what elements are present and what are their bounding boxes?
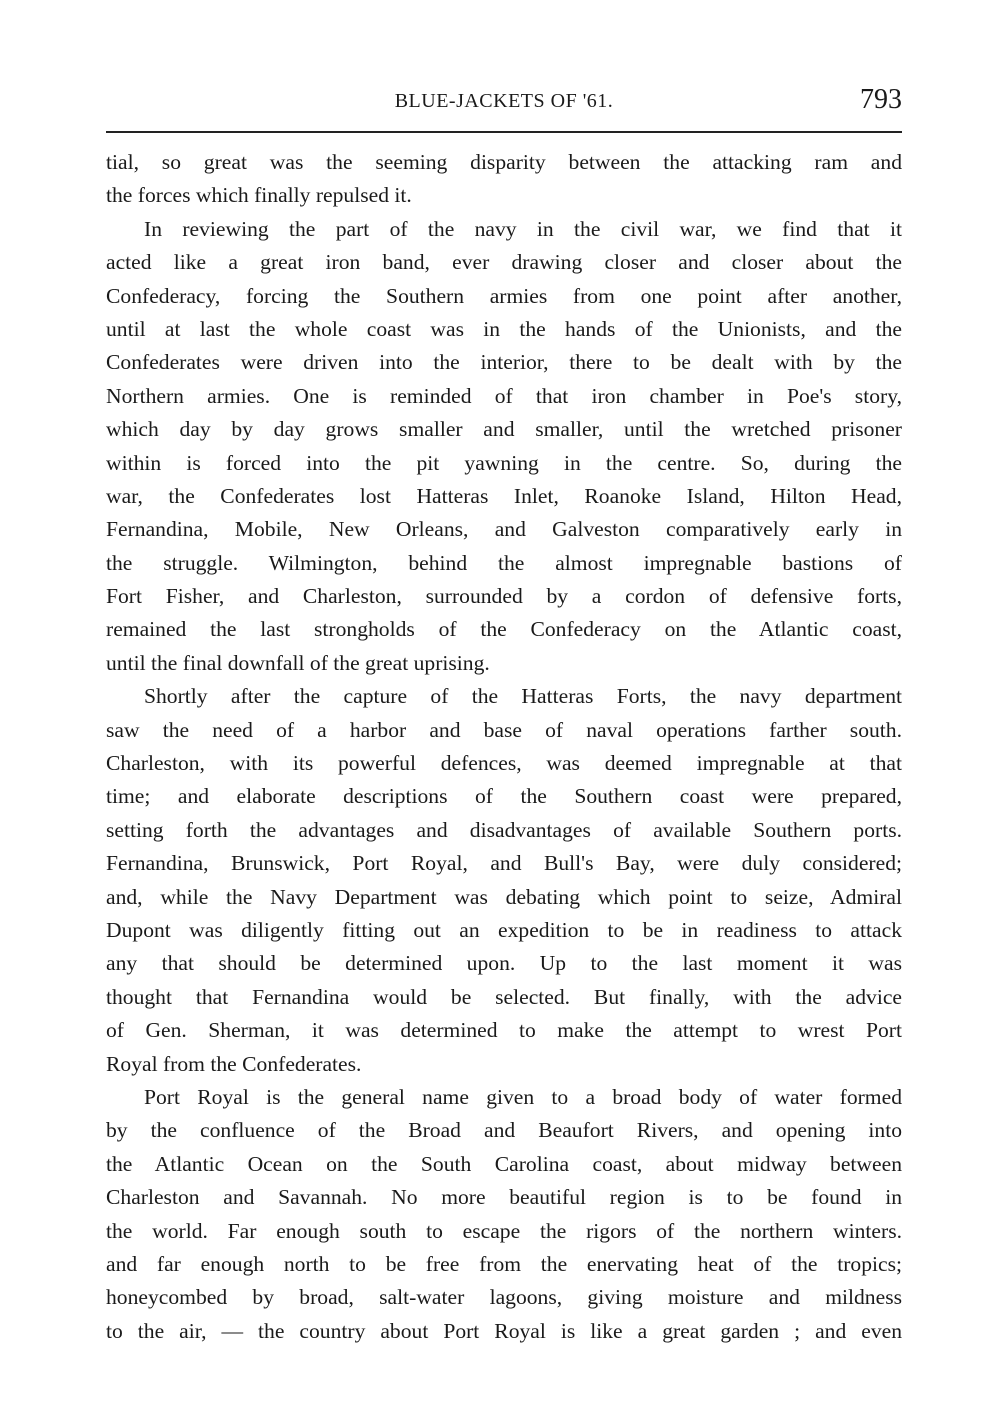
text-line: Shortly after the capture of the Hatteras Forts, the navy department	[144, 684, 902, 709]
text-line: until the final downfall of the great uprising.	[106, 650, 490, 675]
running-title: BLUE-JACKETS OF '61.	[394, 90, 614, 112]
text-line: Northern armies. One is reminded of that iron chamber in Poe's story,	[106, 383, 902, 408]
text-line: the Atlantic Ocean on the South Carolina coast, about midway between	[106, 1151, 902, 1176]
text-line: the struggle. Wilmington, behind the almost impregnable bastions of	[106, 550, 902, 575]
running-head	[106, 84, 902, 118]
page-number: 793	[860, 84, 902, 115]
text-line: Charleston, with its powerful defences, was deemed impregnable at that	[106, 751, 902, 776]
text-line: thought that Fernandina would be selected. But finally, with the advice	[106, 984, 902, 1009]
text-line: Charleston and Savannah. No more beautiful region is to be found in	[106, 1185, 902, 1210]
text-line: which day by day grows smaller and smaller, until the wretched prisoner	[106, 417, 902, 442]
text-line: honeycombed by broad, salt-water lagoons, giving moisture and mildness	[106, 1285, 902, 1310]
text-line: Fernandina, Brunswick, Port Royal, and Bull's Bay, were duly considered;	[106, 851, 902, 876]
text-line: tial, so great was the seeming disparity between the attacking ram and	[106, 150, 902, 174]
text-line: war, the Confederates lost Hatteras Inlet, Roanoke Island, Hilton Head,	[106, 483, 902, 508]
text-line: within is forced into the pit yawning in the centre. So, during the	[106, 450, 902, 475]
text-line: of Gen. Sherman, it was determined to make the attempt to wrest Port	[106, 1018, 902, 1043]
text-line: setting forth the advantages and disadvantages of available Southern ports.	[106, 817, 902, 842]
text-line: Fernandina, Mobile, New Orleans, and Galveston comparatively early in	[106, 517, 902, 542]
body-text	[106, 146, 902, 1348]
text-line: Confederates were driven into the interior, there to be dealt with by the	[106, 350, 902, 375]
text-line: to the air, — the country about Port Royal is like a great garden ; and even	[106, 1318, 902, 1343]
header-rule	[106, 131, 902, 133]
text-line: In reviewing the part of the navy in the civil war, we find that it	[144, 216, 902, 241]
text-line: acted like a great iron band, ever drawing closer and closer about the	[106, 250, 902, 275]
text-line: Fort Fisher, and Charleston, surrounded by a cordon of defensive forts,	[106, 584, 902, 609]
text-line: Dupont was diligently fitting out an expedition to be in readiness to attack	[106, 917, 902, 942]
text-line: Port Royal is the general name given to a broad body of water formed	[144, 1084, 902, 1109]
text-line: Royal from the Confederates.	[106, 1051, 362, 1076]
text-line: any that should be determined upon. Up to the last moment it was	[106, 951, 902, 976]
text-line: time; and elaborate descriptions of the Southern coast were prepared,	[106, 784, 902, 809]
text-line: until at last the whole coast was in the hands of the Unionists, and the	[106, 316, 902, 341]
text-line: and, while the Navy Department was debating which point to seize, Admiral	[106, 884, 902, 909]
text-line: by the confluence of the Broad and Beaufort Rivers, and opening into	[106, 1118, 902, 1143]
text-line: the world. Far enough south to escape the rigors of the northern winters.	[106, 1218, 902, 1243]
text-line: and far enough north to be free from the enervating heat of the tropics;	[106, 1251, 902, 1276]
text-line: Confederacy, forcing the Southern armies from one point after another,	[106, 283, 902, 308]
text-line: the forces which finally repulsed it.	[106, 183, 412, 208]
text-line: remained the last strongholds of the Confederacy on the Atlantic coast,	[106, 617, 902, 642]
text-line: saw the need of a harbor and base of naval operations farther south.	[106, 717, 902, 742]
